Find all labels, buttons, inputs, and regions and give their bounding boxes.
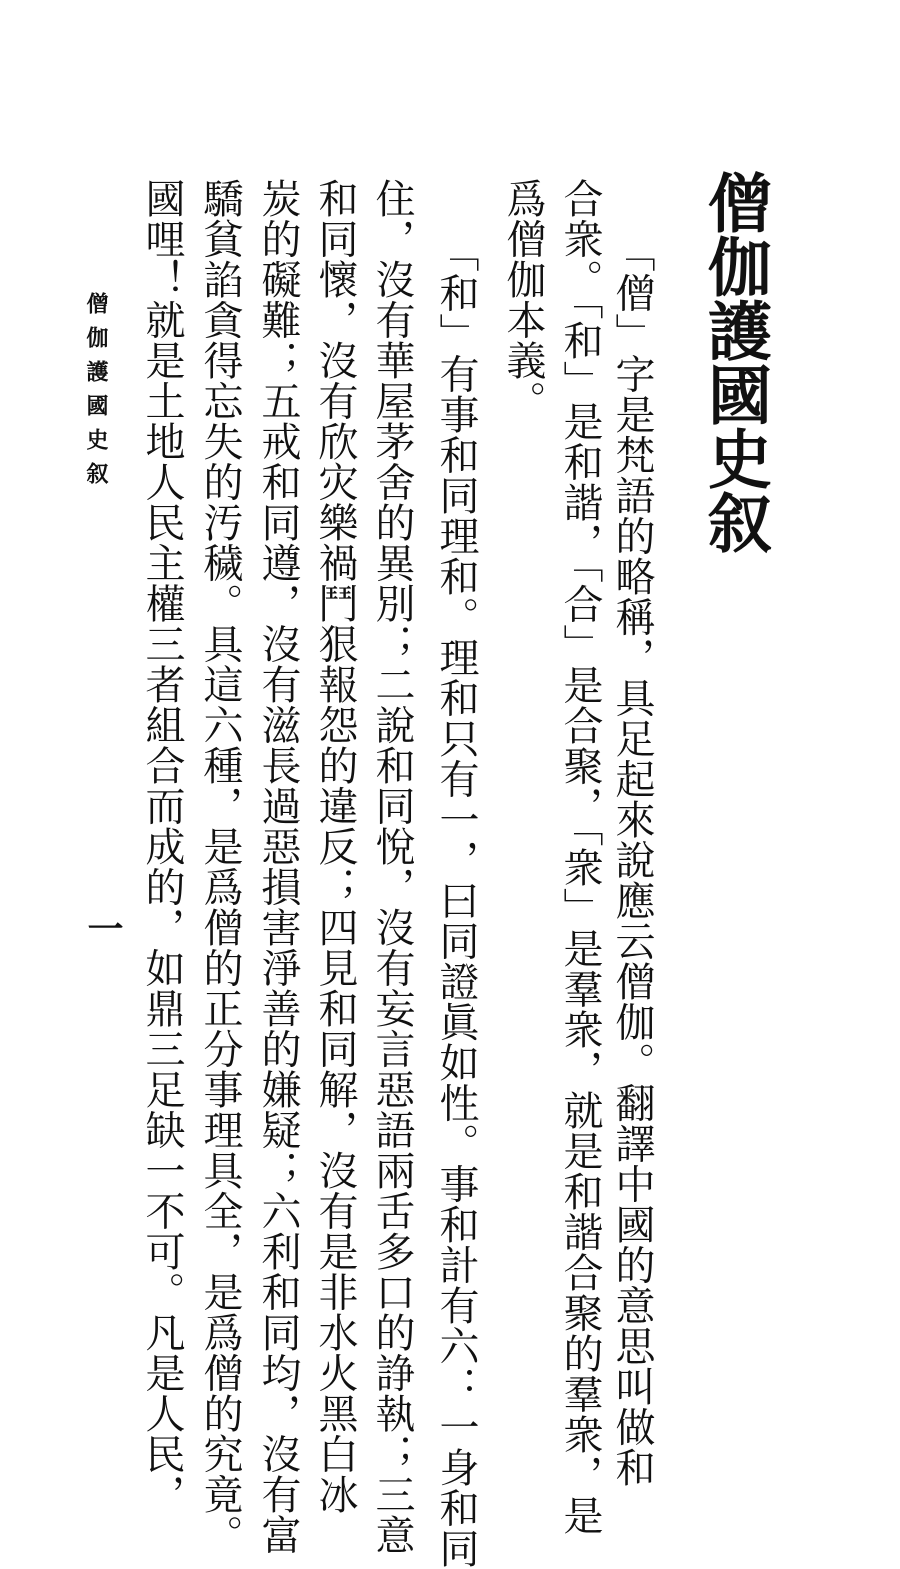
text-column-5: 住，沒有華屋茅舍的異別；二說和同悅，沒有妄言惡語兩舌多口的諍執；三意: [369, 178, 415, 1555]
text-column-8: 驕貧諂貪得忘失的汚穢。具這六種，是爲僧的正分事理具全，是爲僧的究竟。: [197, 178, 243, 1555]
page-number: 一: [82, 910, 124, 946]
text-column-2: 合衆。「和」是和諧，「合」是合聚，「衆」是羣衆，就是和諧合聚的羣衆，是: [557, 178, 603, 1536]
text-column-3: 爲僧伽本義。: [500, 178, 546, 421]
running-head: 僧伽護國史叙: [83, 292, 109, 496]
text-column-1: 「僧」字是梵語的略稱，具足起來說應云僧伽。翻譯中國的意思叫做和: [609, 232, 655, 1488]
text-column-7: 炭的礙難；五戒和同遵，沒有滋長過惡損害淨善的嫌疑；六利和同均，沒有富: [255, 178, 301, 1555]
text-column-4: 「和」有事和同理和。理和只有一，曰同證眞如性。事和計有六：一身和同: [433, 232, 479, 1569]
chapter-title: 僧伽護國史叙: [697, 170, 772, 554]
text-column-9: 國哩！就是土地人民主權三者組合而成的，如鼎三足缺一不可。凡是人民，: [139, 178, 185, 1515]
text-column-6: 和同懷，沒有欣灾樂禍鬥狠報怨的違反；四見和同解，沒有是非水火黑白冰: [312, 178, 358, 1515]
